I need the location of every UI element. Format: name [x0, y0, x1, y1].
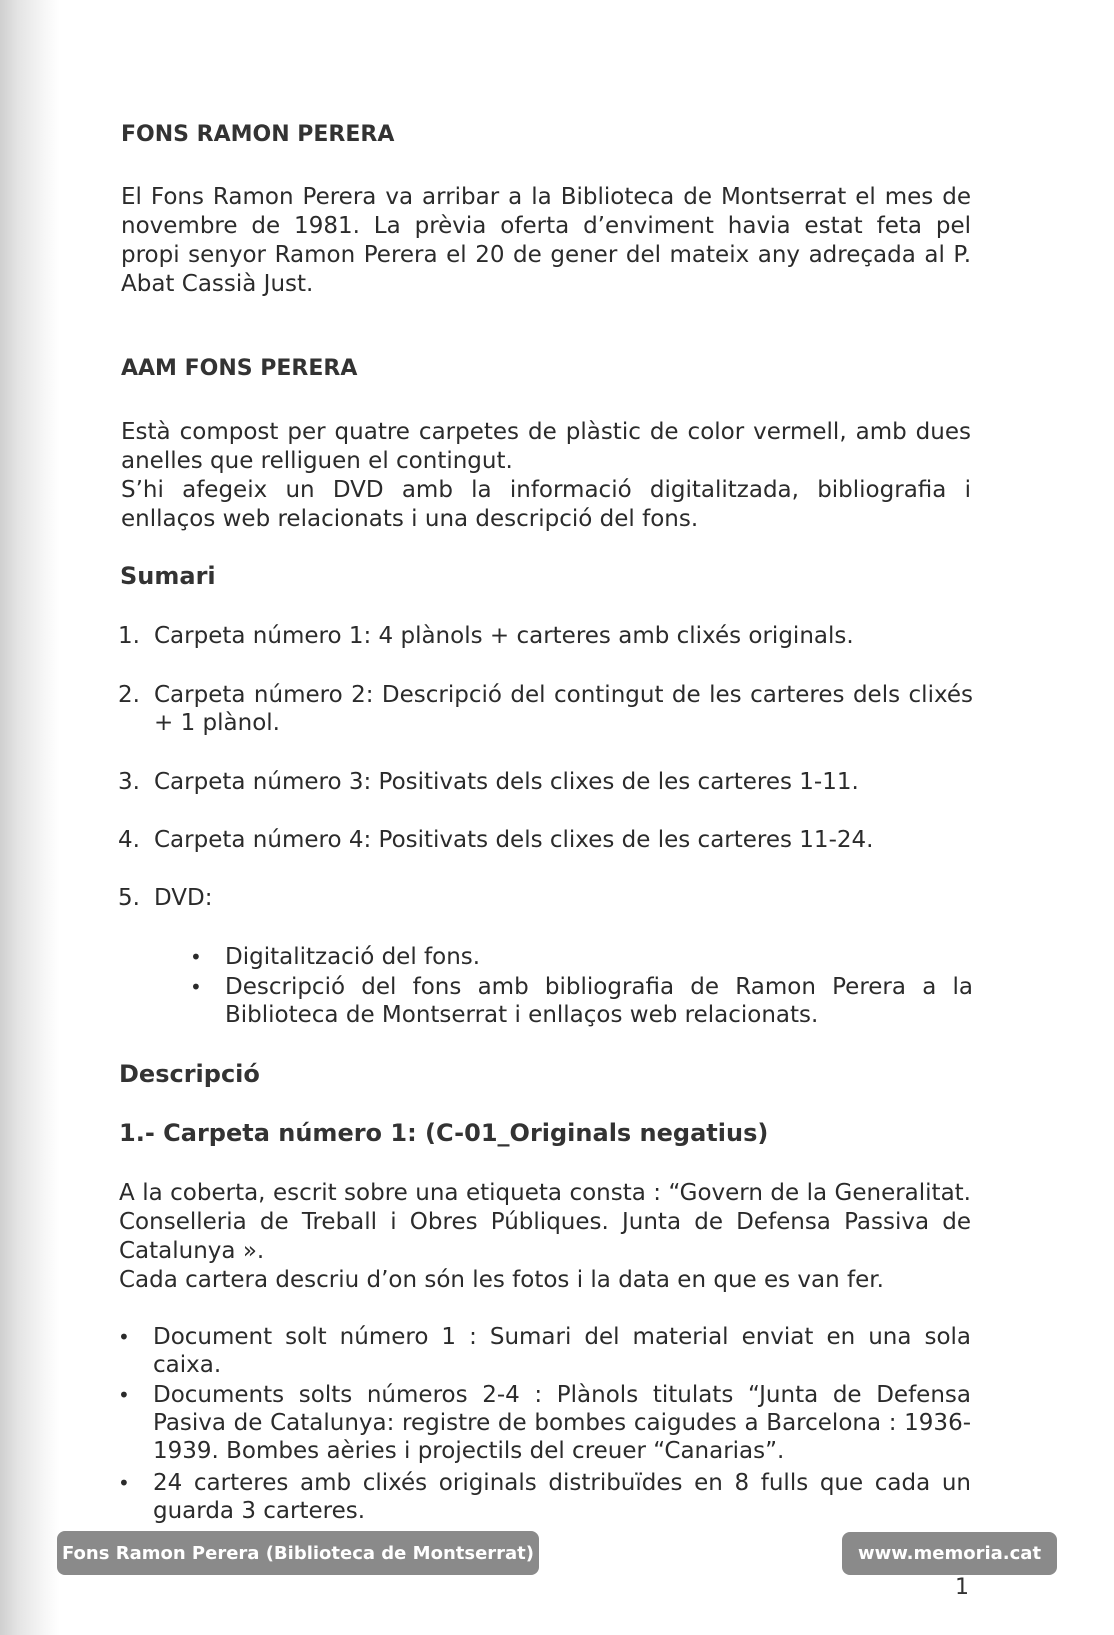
- dvd-bullet-text: Digitalització del fons.: [225, 944, 481, 970]
- bullet-icon: •: [118, 1383, 130, 1407]
- sumari-item-text: Carpeta número 4: Positivats dels clixes de les carteres 11-24.: [154, 827, 874, 853]
- sumari-item-text: Carpeta número 1: 4 plànols + carteres amb clixés originals.: [154, 623, 854, 649]
- sumari-item-text: Carpeta número 3: Positivats dels clixes de les carteres 1-11.: [154, 769, 859, 795]
- carpeta1-paragraph-2: Cada cartera descriu d’on són les fotos i la data en que es van fer.: [119, 1267, 884, 1293]
- bullet-icon: •: [118, 1325, 130, 1349]
- footer-source-badge: Fons Ramon Perera (Biblioteca de Montserrat): [57, 1531, 539, 1575]
- carpeta1-bullet-text: Documents solts números 2-4 : Plànols titulats “Junta de Defensa Pasiva de Catalunya: registre de bombes caigudes a Barcelona : 1936-1939. Bombes aèries i projectils del creuer “Canarias”.: [153, 1382, 971, 1464]
- intro-paragraph: [121, 183, 971, 299]
- carpeta1-bullet-text: Document solt número 1 : Sumari del material enviat en una sola caixa.: [153, 1324, 971, 1378]
- carpeta1-bullet-1: [118, 1323, 971, 1379]
- sumari-item-number: 2.: [118, 682, 140, 708]
- aam-paragraph-1: Està compost per quatre carpetes de plàstic de color vermell, amb dues anelles que relliguen el contingut.: [121, 419, 971, 474]
- sumari-item-number: 3.: [118, 769, 140, 795]
- sumari-item-number: 4.: [118, 827, 140, 853]
- heading-carpeta-1: 1.- Carpeta número 1: (C-01_Originals negatius): [119, 1119, 769, 1147]
- intro-text: El Fons Ramon Perera va arribar a la Biblioteca de Montserrat el mes de novembre de 1981. La prèvia oferta d’enviment havia estat feta pel propi senyor Ramon Perera el 20 de gener del mateix any adreçada al P. Abat Cassià Just.: [121, 184, 971, 297]
- aam-paragraph-2: S’hi afegeix un DVD amb la informació digitalitzada, bibliografia i enllaços web relacionats i una descripció del fons.: [121, 477, 971, 532]
- sumari-item-text: DVD:: [154, 885, 213, 911]
- heading-descripcio: Descripció: [119, 1060, 260, 1088]
- dvd-bullet-2: [190, 973, 973, 1029]
- bullet-icon: •: [190, 975, 202, 999]
- heading-sumari: Sumari: [120, 562, 216, 590]
- sumari-item-3: [118, 768, 973, 796]
- sumari-item-2: [118, 681, 973, 737]
- footer-website-badge: www.memoria.cat: [842, 1532, 1057, 1575]
- carpeta1-description: [119, 1179, 971, 1295]
- carpeta1-paragraph-1: A la coberta, escrit sobre una etiqueta consta : “Govern de la Generalitat. Conselleria de Treball i Obres Públiques. Junta de Defensa Passiva de Catalunya ».: [119, 1180, 971, 1264]
- dvd-bullet-1: [190, 943, 973, 971]
- bullet-icon: •: [118, 1471, 130, 1495]
- carpeta1-bullet-2: [118, 1381, 971, 1465]
- dvd-bullet-text: Descripció del fons amb bibliografia de Ramon Perera a la Biblioteca de Montserrat i enllaços web relacionats.: [225, 974, 973, 1028]
- heading-fons-ramon-perera: FONS RAMON PERERA: [121, 122, 395, 147]
- carpeta1-bullet-3: [118, 1469, 971, 1525]
- bullet-icon: •: [190, 945, 202, 969]
- carpeta1-bullet-text: 24 carteres amb clixés originals distribuïdes en 8 fulls que cada un guarda 3 carteres.: [153, 1470, 971, 1524]
- sumari-item-text: Carpeta número 2: Descripció del contingut de les carteres dels clixés + 1 plànol.: [154, 682, 973, 736]
- sumari-item-number: 5.: [118, 885, 140, 911]
- sumari-item-5: [118, 884, 973, 912]
- sumari-item-4: [118, 826, 973, 854]
- aam-description: [121, 418, 971, 534]
- sumari-item-number: 1.: [118, 623, 140, 649]
- heading-aam-fons-perera: AAM FONS PERERA: [121, 356, 358, 381]
- page-number: 1: [955, 1575, 969, 1600]
- sumari-item-1: [118, 622, 973, 650]
